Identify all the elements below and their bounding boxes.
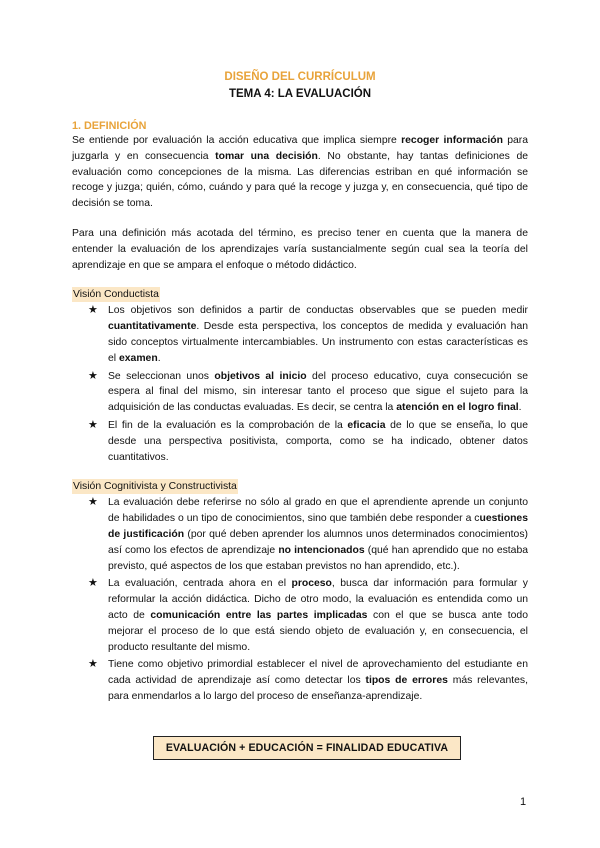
list-vision-cognitivista	[72, 495, 528, 704]
subheading-vision-conductista: Visión Conductista	[73, 289, 159, 301]
star-bullet-icon: ★	[88, 304, 98, 317]
subheading-vision-cognitivista: Visión Cognitivista y Constructivista	[73, 481, 237, 493]
list-item: ★ La evaluación, centrada ahora en el proceso, busca dar información para formular y reformular la acción didáctica. Dicho de otro modo, la evaluación es entendida como un acto de comunicación entre las partes implicadas con el que se busca ante todo mejorar el proceso de lo que está siendo objeto de evaluación y, en consecuencia, el producto resultante del mismo.	[88, 577, 529, 653]
star-bullet-icon: ★	[88, 577, 98, 590]
formula-box: EVALUACIÓN + EDUCACIÓN = FINALIDAD EDUCATIVA	[153, 736, 461, 760]
list-item: ★ La evaluación debe referirse no sólo al grado en que el aprendiente aprende un conjunto de habilidades o un tipo de conocimientos, sino que también debe responder a cuestiones de justificación (por qué deben aprender los alumnos unos determinados conocimientos) así como los efectos de aprendizaje no intencionados (qué han aprendido que no estaba previsto, qué aspectos de los que estaban previstos no han aprendido, etc.).	[88, 496, 529, 572]
star-bullet-icon: ★	[88, 369, 98, 382]
list-item: ★ Los objetivos son definidos a partir de conductas observables que se pueden medir cuantitativamente. Desde esta perspectiva, los conceptos de medida y evaluación han sido conceptos virtualmente intercambiables. Un instrumento con estas características es el examen.	[88, 304, 528, 364]
document-page	[72, 70, 528, 707]
paragraph-definicion-1: Se entiende por evaluación la acción educativa que implica siempre recoger información para juzgarla y en consecuencia tomar una decisión. No obstante, hay tantas definiciones de evaluación como concepciones de la misma. Las diferencias estriban en qué información se recoge y juzga; quién, cómo, cuándo y para qué la recoge y juzga y, en consecuencia, qué tipo de decisión se toma.	[72, 135, 529, 210]
star-bullet-icon: ★	[88, 658, 98, 671]
paragraph-definicion-2: Para una definición más acotada del término, es preciso tener en cuenta que la manera de entender la evaluación de los aprendizajes varía sustancialmente según cual sea la teoría del aprendizaje en que se ampara el enfoque o método didáctico.	[72, 227, 528, 271]
star-bullet-icon: ★	[88, 496, 98, 509]
list-item: ★ Se seleccionan unos objetivos al inicio del proceso educativo, cuya consecución se espera al final del mismo, sin interesar tanto el proceso que sigue el sujeto para la adquisición de las conductas evaluadas. Es decir, se centra la atención en el logro final.	[88, 369, 528, 414]
page-number: 1	[520, 796, 527, 808]
list-vision-conductista	[72, 303, 528, 465]
document-subtitle: TEMA 4: LA EVALUACIÓN	[228, 88, 372, 100]
document-title: DISEÑO DEL CURRÍCULUM	[224, 71, 376, 83]
list-item: ★ El fin de la evaluación es la comprobación de la eficacia de lo que se enseña, lo que desde una perspectiva positivista, comporta, como se ha indicado, obtener datos cuantitativos.	[88, 418, 528, 463]
star-bullet-icon: ★	[88, 418, 98, 431]
list-item: ★ Tiene como objetivo primordial establecer el nivel de aprovechamiento del estudiante en cada actividad de aprendizaje así como detectar los tipos de errores más relevantes, para enmendarlos a lo largo del proceso de enseñanza-aprendizaje.	[88, 658, 528, 702]
section-heading-definicion: 1. DEFINICIÓN	[72, 120, 147, 132]
